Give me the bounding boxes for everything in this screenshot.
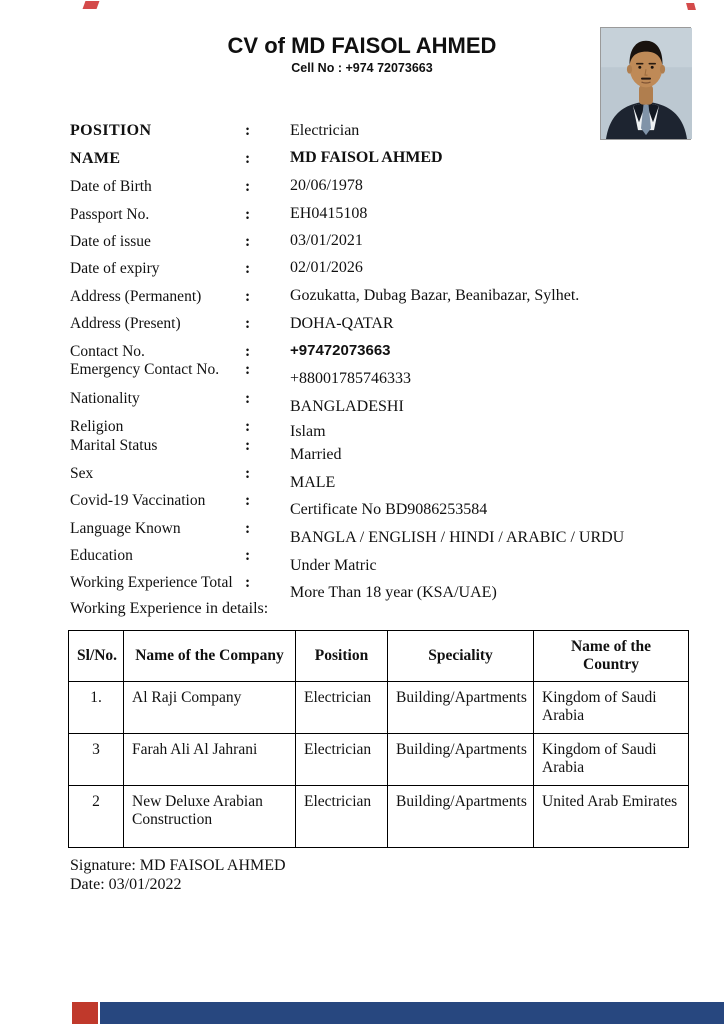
field-colon: : [245,206,251,223]
label-covid-vaccination: Covid-19 Vaccination [70,492,206,509]
value-contact-no: +97472073663 [290,342,391,359]
label-working-experience-total: Working Experience Total [70,574,233,591]
cell-company: Al Raji Company [124,682,296,734]
cell-country: Kingdom of Saudi Arabia [534,682,689,734]
value-sex: MALE [290,474,336,491]
value-language-known: BANGLA / ENGLISH / HINDI / ARABIC / URDU [290,529,625,546]
cell-company: New Deluxe Arabian Construction [124,786,296,848]
value-working-experience-total: More Than 18 year (KSA/UAE) [290,584,497,601]
table-row [69,734,689,786]
value-covid-vaccination: Certificate No BD9086253584 [290,501,488,518]
cell-sl-no: 1. [69,682,124,734]
cell-position: Electrician [296,682,388,734]
col-header-position: Position [296,631,388,682]
table-row [69,786,689,848]
experience-table [68,630,689,848]
field-colon: : [245,122,251,139]
cell-sl-no: 2 [69,786,124,848]
cell-company: Farah Ali Al Jahrani [124,734,296,786]
signature-block [70,856,286,894]
applicant-portrait-image [601,28,692,139]
cell-speciality: Building/Apartments [388,682,534,734]
scan-artifact-top-left [83,1,100,9]
value-date-of-birth: 20/06/1978 [290,177,363,194]
label-address-permanent: Address (Permanent) [70,288,202,305]
label-name: NAME [70,150,121,167]
field-colon: : [245,343,251,360]
cell-number-subtitle: Cell No : +974 72073663 [291,61,433,75]
label-education: Education [70,547,133,564]
field-colon: : [245,233,251,250]
label-nationality: Nationality [70,390,140,407]
label-emergency-contact-no: Emergency Contact No. [70,361,220,378]
label-date-of-issue: Date of issue [70,233,151,250]
field-colon: : [245,437,251,454]
field-colon: : [245,520,251,537]
field-colon: : [245,178,251,195]
col-header-company: Name of the Company [124,631,296,682]
field-colon: : [245,260,251,277]
field-colon: : [245,418,251,435]
page-title: CV of MD FAISOL AHMED [227,33,497,58]
table-row [69,682,689,734]
table-header-row [69,631,689,682]
value-address-present: DOHA-QATAR [290,315,394,332]
label-passport-no: Passport No. [70,206,150,223]
label-marital-status: Marital Status [70,437,158,454]
field-colon: : [245,288,251,305]
label-sex: Sex [70,465,94,482]
working-experience-details-heading: Working Experience in details: [70,600,269,617]
label-religion: Religion [70,418,124,435]
label-address-present: Address (Present) [70,315,181,332]
value-position: Electrician [290,122,360,139]
signature-line: Signature: MD FAISOL AHMED [70,857,286,874]
value-education: Under Matric [290,557,377,574]
value-address-permanent: Gozukatta, Dubag Bazar, Beanibazar, Sylhet. [290,287,580,304]
field-colon: : [245,361,251,378]
field-colon: : [245,574,251,591]
cell-sl-no: 3 [69,734,124,786]
value-name: MD FAISOL AHMED [290,149,443,166]
cell-position: Electrician [296,734,388,786]
value-date-of-issue: 03/01/2021 [290,232,363,249]
label-contact-no: Contact No. [70,343,145,360]
footer-bar-red-segment [72,1002,98,1024]
cell-speciality: Building/Apartments [388,734,534,786]
date-line: Date: 03/01/2022 [70,876,182,893]
field-colon: : [245,547,251,564]
value-date-of-expiry: 02/01/2026 [290,259,363,276]
field-colon: : [245,150,251,167]
col-header-speciality: Speciality [388,631,534,682]
footer-bar-navy-segment [100,1002,724,1024]
cell-speciality: Building/Apartments [388,786,534,848]
field-colon: : [245,390,251,407]
label-position: POSITION [70,122,152,139]
field-colon: : [245,492,251,509]
value-religion: Islam [290,423,326,440]
value-emergency-contact-no: +88001785746333 [290,370,412,387]
scan-artifact-top-right [686,3,696,10]
value-nationality: BANGLADESHI [290,398,404,415]
label-language-known: Language Known [70,520,181,537]
applicant-photo [600,27,691,140]
field-colon: : [245,315,251,332]
cell-position: Electrician [296,786,388,848]
label-date-of-expiry: Date of expiry [70,260,160,277]
field-colon: : [245,465,251,482]
value-marital-status: Married [290,446,342,463]
col-header-country: Name of the Country [534,631,689,682]
label-date-of-birth: Date of Birth [70,178,152,195]
value-passport-no: EH0415108 [290,205,368,222]
cell-country: Kingdom of Saudi Arabia [534,734,689,786]
cell-country: United Arab Emirates [534,786,689,848]
col-header-sl-no: Sl/No. [69,631,124,682]
